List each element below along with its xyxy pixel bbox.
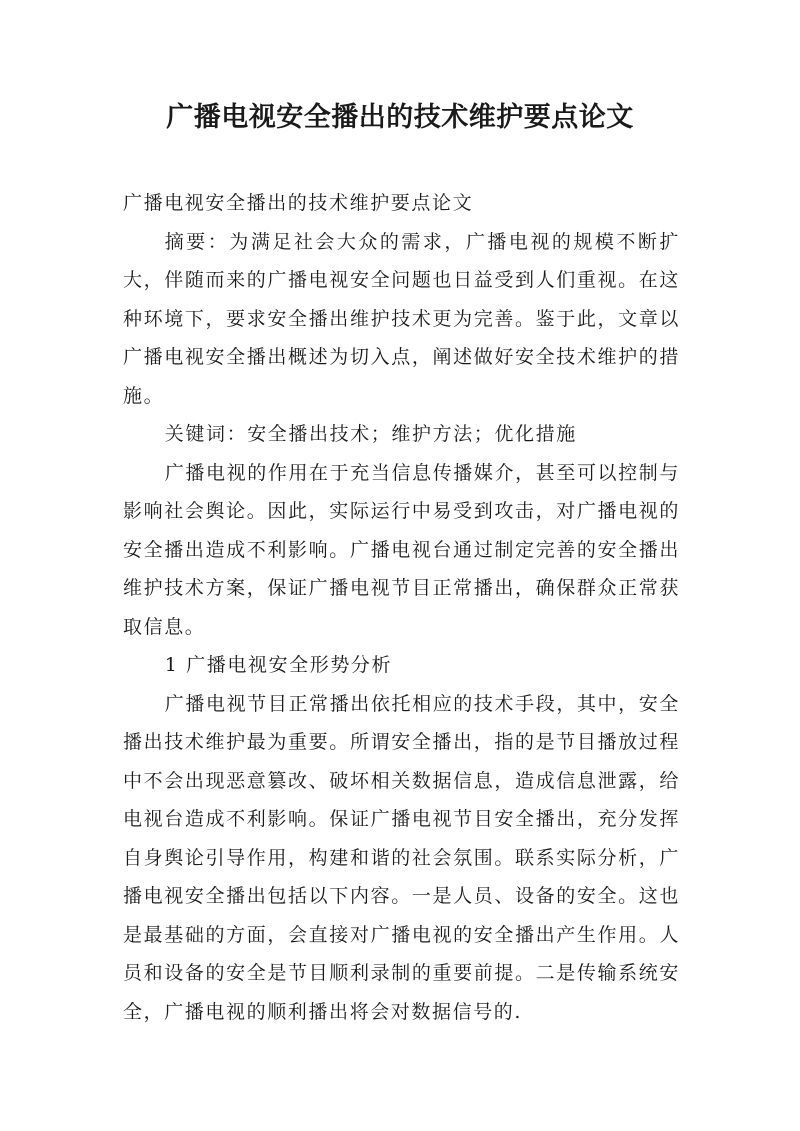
paragraph-subtitle: 广播电视安全播出的技术维护要点论文	[123, 192, 474, 214]
paragraph-section-1: 广播电视节目正常播出依托相应的技术手段，其中，安全播出技术维护最为重要。所谓安全播出，指的是节目播放过程中不会出现恶意篡改、破坏相关数据信息，造成信息泄露，给电视台造成不利影响。保证广播电视节目安全播出，充分发挥自身舆论引导作用，构建和谐的社会氛围。联系实际分析，广播电视安全播出包括以下内容。一是人员、设备的安全。这也是最基础的方面，会直接对广播电视的安全播出产生作用。人员和设备的安全是节目顺利录制的重要前提。二是传输系统安全，广播电视的顺利播出将会对数据信号的.	[123, 692, 680, 1023]
paragraph-intro: 广播电视的作用在于充当信息传播媒介，甚至可以控制与影响社会舆论。因此，实际运行中易受到攻击，对广播电视的安全播出造成不利影响。广播电视台通过制定完善的安全播出维护技术方案，保证广播电视节目正常播出，确保群众正常获取信息。	[123, 461, 680, 638]
document-title: 广播电视安全播出的技术维护要点论文	[166, 102, 634, 133]
paragraph-abstract: 摘要：为满足社会大众的需求，广播电视的规模不断扩大，伴随而来的广播电视安全问题也日益受到人们重视。在这种环境下，要求安全播出维护技术更为完善。鉴于此，文章以广播电视安全播出概述为切入点，阐述做好安全技术维护的措施。	[123, 230, 680, 407]
document-body	[123, 184, 680, 1031]
section-heading-1: 1 广播电视安全形势分析	[164, 654, 393, 676]
paragraph-keywords: 关键词：安全播出技术；维护方法；优化措施	[164, 423, 577, 445]
